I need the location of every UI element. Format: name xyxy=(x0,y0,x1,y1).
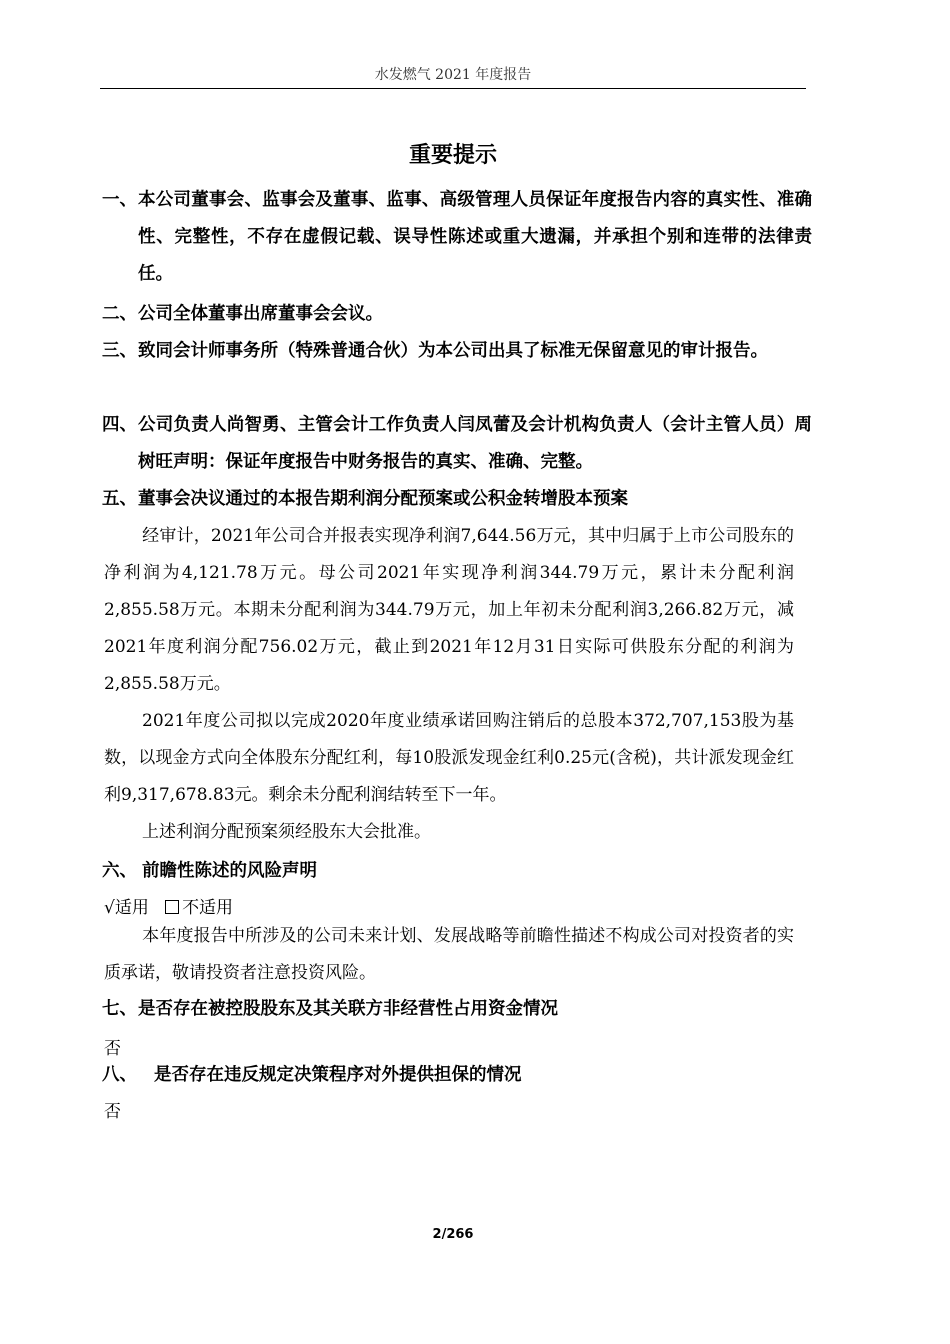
item-2 xyxy=(102,296,812,333)
applicability-options xyxy=(104,893,233,918)
item-3 xyxy=(102,333,812,370)
item-7 xyxy=(102,991,812,1028)
item-4-text: 公司负责人尚智勇、主管会计工作负责人闫凤蕾及会计机构负责人（会计主管人员）周树旺声明：保证年度报告中财务报告的真实、准确、完整。 xyxy=(138,415,812,472)
item-8-number: 八、 xyxy=(102,1065,137,1085)
item-6-text: 前瞻性陈述的风险声明 xyxy=(142,861,317,881)
item-6 xyxy=(102,853,812,890)
section8-answer: 否 xyxy=(104,1102,121,1122)
page-number: 2/266 xyxy=(432,1227,474,1242)
section7-answer: 否 xyxy=(104,1039,121,1059)
section5-paragraph-3: 上述利润分配预案须经股东大会批准。 xyxy=(142,822,431,842)
checkmark-icon: √ xyxy=(104,898,115,918)
item-7-number: 七、 xyxy=(102,999,137,1019)
item-3-number: 三、 xyxy=(102,341,137,361)
running-header: 水发燃气 2021 年度报告 xyxy=(374,67,532,83)
item-5-number: 五、 xyxy=(102,489,137,509)
item-5 xyxy=(102,481,812,518)
item-8 xyxy=(102,1057,812,1094)
section6-paragraph: 本年度报告中所涉及的公司未来计划、发展战略等前瞻性描述不构成公司对投资者的实质承诺，敬请投资者注意投资风险。 xyxy=(104,926,794,983)
item-7-text: 是否存在被控股股东及其关联方非经营性占用资金情况 xyxy=(138,999,558,1019)
item-8-text: 是否存在违反规定决策程序对外提供担保的情况 xyxy=(154,1065,522,1085)
item-4-number: 四、 xyxy=(102,415,137,435)
item-2-text: 公司全体董事出席董事会会议。 xyxy=(138,304,383,324)
item-2-number: 二、 xyxy=(102,304,137,324)
item-3-text: 致同会计师事务所（特殊普通合伙）为本公司出具了标准无保留意见的审计报告。 xyxy=(138,341,768,361)
item-5-text: 董事会决议通过的本报告期利润分配预案或公积金转增股本预案 xyxy=(138,489,628,509)
checkbox-empty-icon xyxy=(165,900,179,914)
not-applicable-label: 不适用 xyxy=(182,898,234,918)
header-rule xyxy=(100,88,806,89)
item-4 xyxy=(102,407,812,481)
item-1-number: 一、 xyxy=(102,190,137,210)
applicable-label: 适用 xyxy=(114,898,149,918)
section5-paragraph-1: 经审计，2021年公司合并报表实现净利润7,644.56万元，其中归属于上市公司股东的净利润为4,121.78万元。母公司2021年实现净利润344.79万元，累计未分配利润2,855.58万元。本期未分配利润为344.79万元，加上年初未分配利润3,266.82万元，减2021年度利润分配756.02万元，截止到2021年12月31日实际可供股东分配的利润为2,855.58万元。 xyxy=(104,526,794,694)
item-1 xyxy=(102,182,812,293)
page-title: 重要提示 xyxy=(408,143,497,168)
item-6-number: 六、 xyxy=(102,861,137,881)
section5-paragraph-2: 2021年度公司拟以完成2020年度业绩承诺回购注销后的总股本372,707,153股为基数，以现金方式向全体股东分配红利，每10股派发现金红利0.25元(含税)，共计派发现金红利9,317,678.83元。剩余未分配利润结转至下一年。 xyxy=(104,711,794,805)
item-1-text: 本公司董事会、监事会及董事、监事、高级管理人员保证年度报告内容的真实性、准确性、完整性，不存在虚假记载、误导性陈述或重大遗漏，并承担个别和连带的法律责任。 xyxy=(138,190,812,284)
